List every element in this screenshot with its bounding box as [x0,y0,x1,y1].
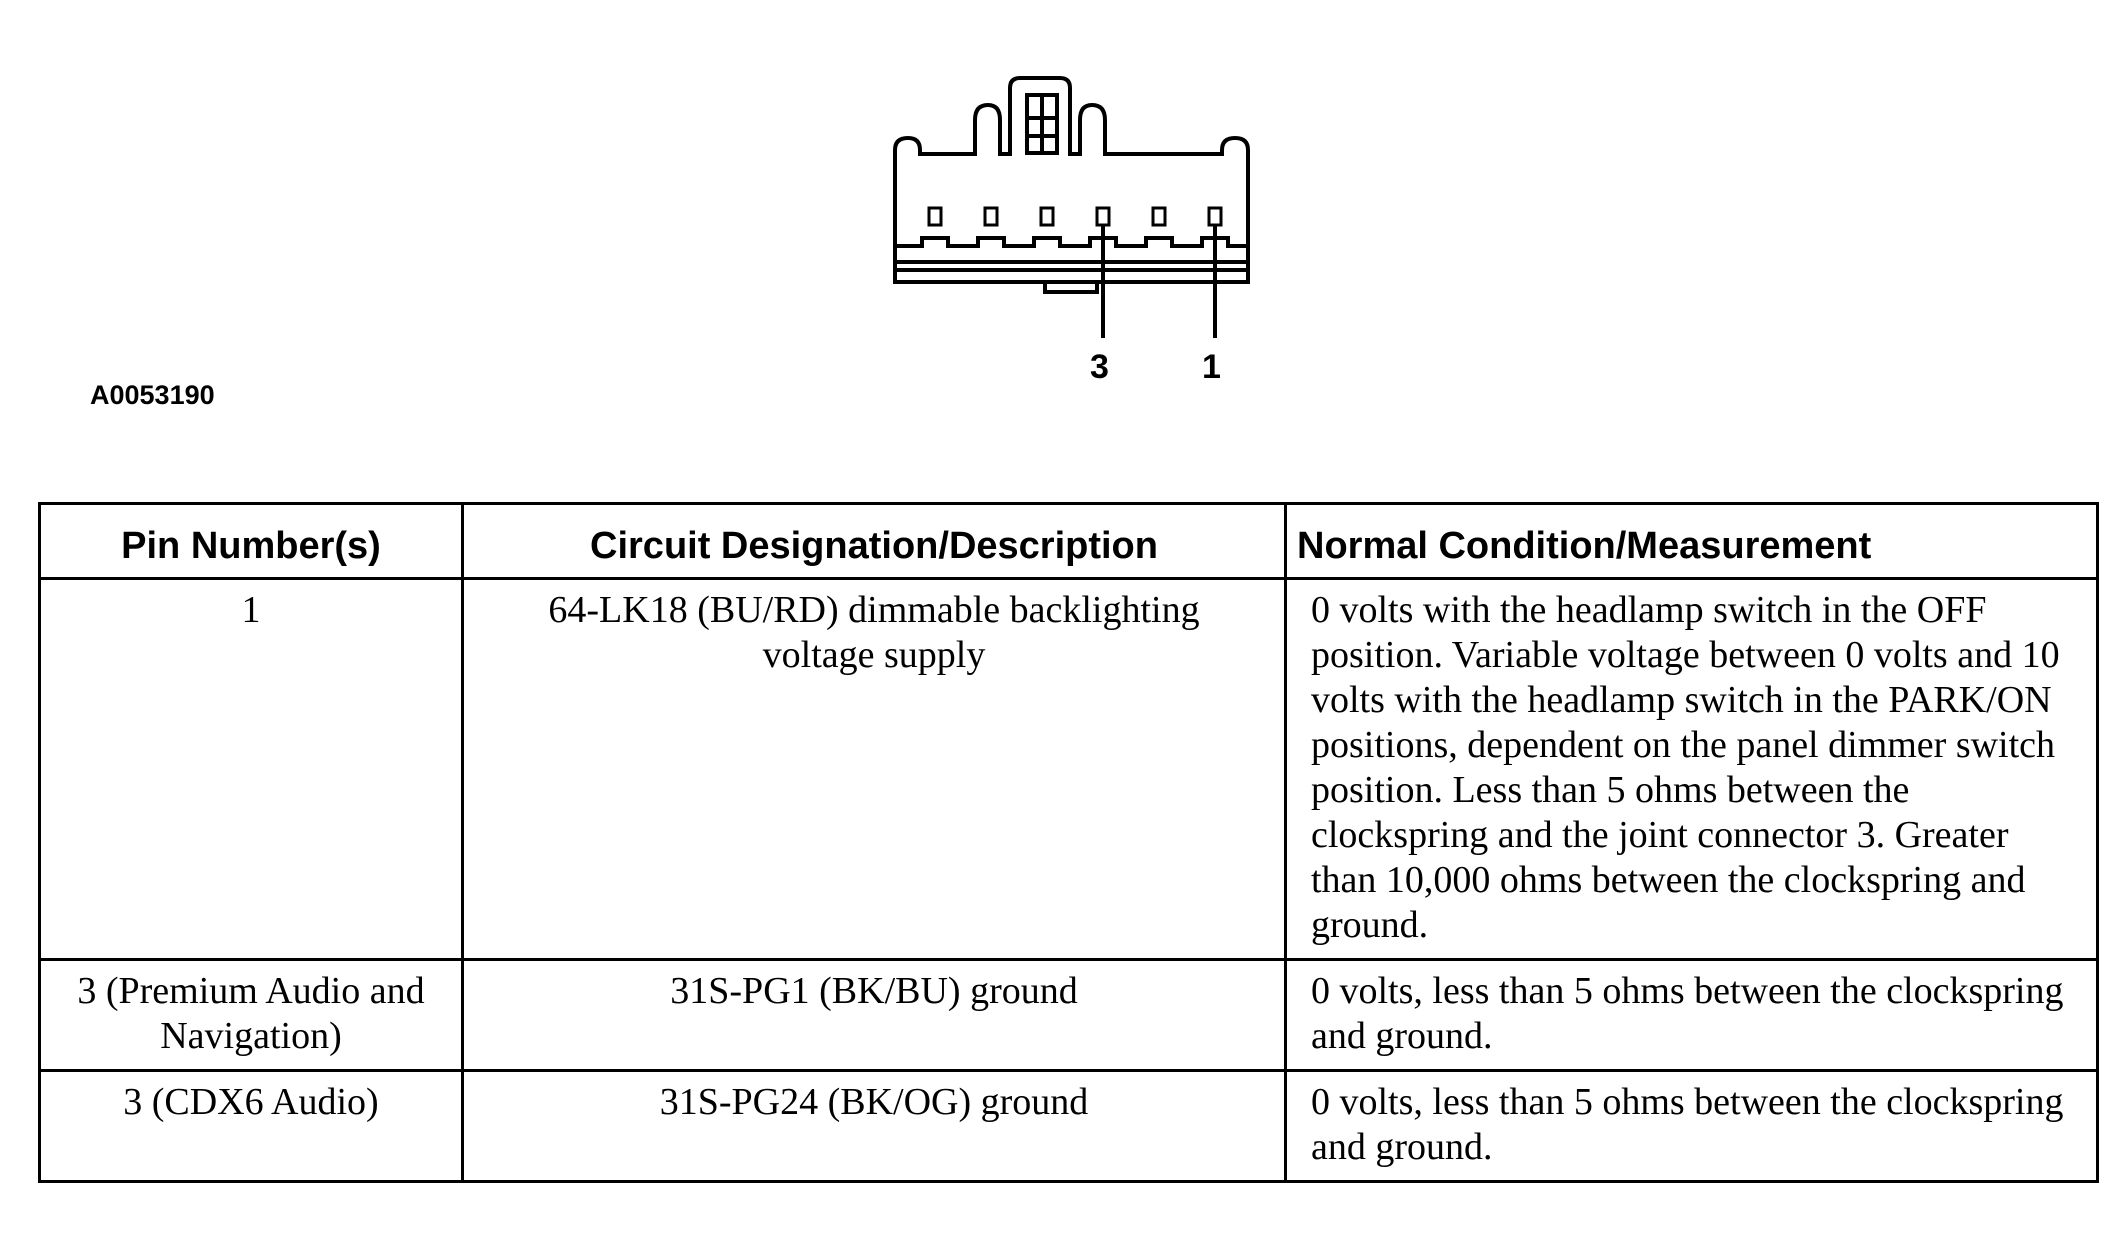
figure-id: A0053190 [90,380,215,410]
table-row [40,960,2098,1071]
cell-pin: 3 (Premium Audio and Navigation) [40,960,463,1071]
cell-circuit: 31S-PG24 (BK/OG) ground [463,1071,1286,1182]
table-row [40,579,2098,960]
pin-table [38,502,2099,1183]
table-header-row [40,504,2098,579]
table-row [40,1071,2098,1182]
cell-measurement: 0 volts with the headlamp switch in the OFF position. Variable voltage between 0 volts and 10 volts with the headlamp switch in the PARK/ON positions, dependent on the panel dimmer switch position. Less than 5 ohms between the clockspring and the joint connector 3. Greater than 10,000 ohms between the clockspring and ground. [1286,579,2098,960]
connector-diagram [880,70,1260,400]
cell-circuit: 31S-PG1 (BK/BU) ground [463,960,1286,1071]
cell-pin: 1 [40,579,463,960]
cell-measurement: 0 volts, less than 5 ohms between the clockspring and ground. [1286,1071,2098,1182]
pin-label-1: 1 [1202,348,1221,386]
header-circuit: Circuit Designation/Description [463,504,1286,579]
cell-measurement: 0 volts, less than 5 ohms between the clockspring and ground. [1286,960,2098,1071]
header-pin-number: Pin Number(s) [40,504,463,579]
pin-label-3: 3 [1090,348,1109,386]
cell-pin: 3 (CDX6 Audio) [40,1071,463,1182]
header-measurement: Normal Condition/Measurement [1286,504,2098,579]
cell-circuit: 64-LK18 (BU/RD) dimmable backlighting voltage supply [463,579,1286,960]
